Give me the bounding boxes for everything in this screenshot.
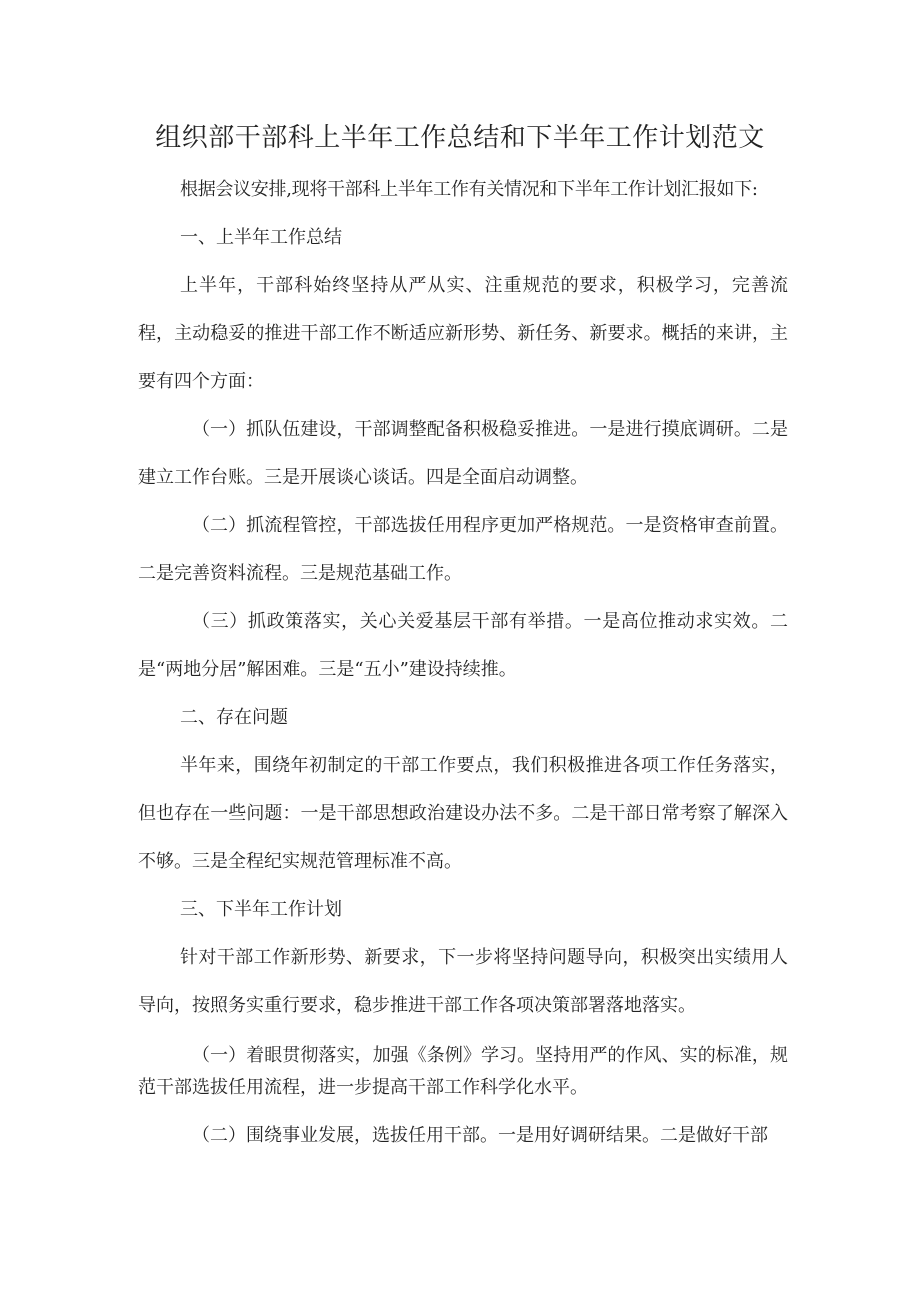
summary-item-2: （二）抓流程管控，干部选拔任用程序更加严格规范。一是资格审查前置。二是完善资料流程。三是规范基础工作。: [138, 515, 788, 584]
plan-item-2: （二）围绕事业发展，选拔任用干部。一是用好调研结果。二是做好干部: [192, 1125, 768, 1146]
plan-paragraph: 针对干部工作新形势、新要求，下一步将坚持问题导向，积极突出实绩用人导向，按照务实重行要求，稳步推进干部工作各项决策部署落地落实。: [138, 947, 788, 1016]
section-heading-problems: 二、存在问题: [180, 707, 288, 728]
section-heading-summary: 一、上半年工作总结: [180, 227, 342, 248]
section-heading-plan: 三、下半年工作计划: [180, 899, 342, 920]
intro-paragraph: 根据会议安排,现将干部科上半年工作有关情况和下半年工作计划汇报如下:: [180, 179, 758, 200]
summary-paragraph: 上半年，干部科始终坚持从严从实、注重规范的要求，积极学习，完善流程，主动稳妥的推进干部工作不断适应新形势、新任务、新要求。概括的来讲，主要有四个方面：: [138, 275, 788, 392]
plan-item-1: （一）着眼贯彻落实，加强《条例》学习。坚持用严的作风、实的标准，规范干部选拔任用流程，进一步提高干部工作科学化水平。: [138, 1045, 788, 1098]
summary-item-3: （三）抓政策落实，关心关爱基层干部有举措。一是高位推动求实效。二是“两地分居”解困难。三是“五小”建设持续推。: [138, 611, 788, 680]
document-title: 组织部干部科上半年工作总结和下半年工作计划范文: [155, 123, 765, 153]
problems-paragraph: 半年来，围绕年初制定的干部工作要点，我们积极推进各项工作任务落实，但也存在一些问题：一是干部思想政治建设办法不多。二是干部日常考察了解深入不够。三是全程纪实规范管理标准不高。: [138, 755, 788, 872]
summary-item-1: （一）抓队伍建设，干部调整配备积极稳妥推进。一是进行摸底调研。二是建立工作台账。三是开展谈心谈话。四是全面启动调整。: [138, 419, 788, 488]
